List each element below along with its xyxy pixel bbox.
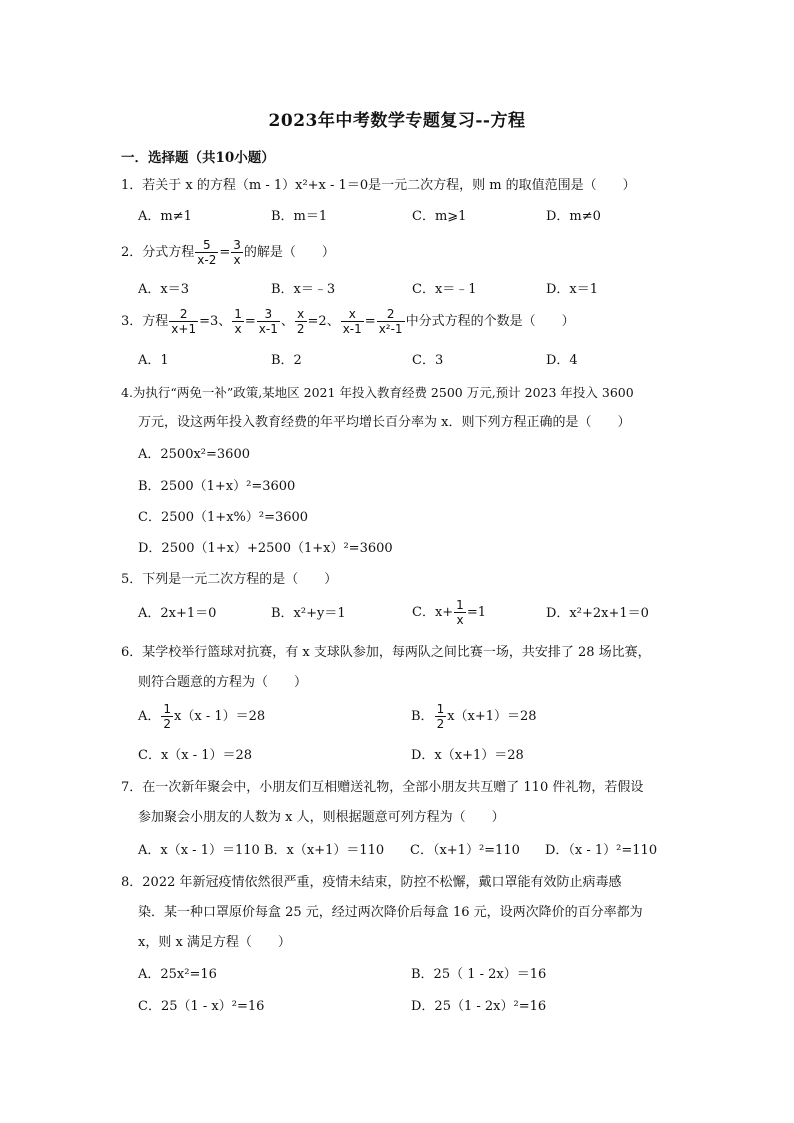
q6-optb-fraction (435, 702, 447, 731)
question-5-stem: 5．下列是一元二次方程的是（ ） (121, 572, 338, 587)
q3-f5-num: x (341, 307, 364, 322)
q1-option-b[interactable]: B．m＝1 (271, 209, 328, 224)
q2-f2-den: x (233, 253, 241, 267)
q3-f4-den: 2 (296, 322, 305, 336)
q5-optc-suffix: =1 (466, 605, 486, 620)
q3-f6-num: 2 (377, 307, 405, 322)
q2-fraction-2 (231, 238, 243, 267)
q3-option-c[interactable]: C．3 (412, 353, 444, 368)
question-2-stem (121, 238, 335, 267)
question-7-line-2: 参加聚会小朋友的人数为 x 人，则根据题意可列方程为（ ） (138, 810, 505, 825)
section-heading: 一．选择题（共10小题） (121, 150, 275, 166)
q6-opta-prefix: A． (138, 709, 161, 724)
q2-option-b[interactable]: B．x＝﹣3 (271, 282, 336, 297)
q4-option-b[interactable]: B．2500（1+x）²=3600 (138, 479, 296, 494)
q8-option-a[interactable]: A．25x²=16 (138, 967, 217, 982)
question-8-line-2: 染．某一种口罩原价每盒 25 元，经过两次降价后每盒 16 元，设两次降价的百分率都为 (138, 905, 643, 920)
q4-option-d[interactable]: D．2500（1+x）+2500（1+x）²=3600 (138, 541, 393, 556)
q5-optc-prefix: C．x+ (412, 605, 454, 620)
q2-option-c[interactable]: C．x＝﹣1 (412, 282, 477, 297)
q2-option-a[interactable]: A．x＝3 (138, 282, 189, 297)
q3-option-d[interactable]: D．4 (546, 353, 578, 368)
q1-option-c[interactable]: C．m⩾1 (412, 209, 467, 224)
q3-fraction-5 (341, 307, 364, 336)
q3-text-4: =2、 (307, 314, 340, 329)
q6-option-d[interactable]: D．x（x+1）＝28 (411, 748, 524, 763)
q8-option-c[interactable]: C．25（1 - x）²=16 (138, 999, 265, 1014)
q3-text-1: =3、 (199, 314, 232, 329)
q3-prefix: 3．方程 (121, 314, 169, 329)
q3-f2-num: 1 (234, 307, 242, 321)
q3-fraction-4 (295, 307, 307, 336)
q6-opta-num: 1 (163, 702, 172, 716)
q6-option-b[interactable] (411, 702, 537, 731)
question-4-line-2: 万元，设这两年投入教育经费的年平均增长百分率为 x．则下列方程正确的是（ ） (138, 415, 631, 430)
q3-f1-den: x+1 (171, 322, 197, 336)
q3-option-b[interactable]: B．2 (271, 353, 302, 368)
q4-option-a[interactable]: A．2500x²=3600 (138, 447, 250, 462)
q1-option-d[interactable]: D．m≠0 (546, 209, 601, 224)
q5-option-a[interactable]: A．2x+1＝0 (138, 606, 217, 621)
q6-optb-prefix: B． (411, 709, 434, 724)
q5-optc-num: 1 (456, 598, 464, 612)
q7-option-a[interactable]: A．x（x - 1）＝110 (138, 843, 260, 858)
q3-fraction-3 (257, 307, 280, 336)
q5-option-b[interactable]: B．x²+y＝1 (271, 606, 346, 621)
q7-option-d[interactable]: D．（x - 1）²=110 (545, 843, 658, 858)
q2-prefix: 2．分式方程 (121, 245, 195, 260)
q5-optc-fraction (454, 598, 466, 627)
q6-optb-den: 2 (436, 717, 445, 731)
q6-option-a[interactable] (138, 702, 265, 731)
q6-optb-num: 1 (436, 702, 445, 716)
q2-equals: = (219, 245, 231, 260)
q3-text-3: 、 (280, 314, 294, 329)
q2-suffix: 的解是（ ） (243, 245, 335, 260)
question-1-stem: 1．若关于 x 的方程（m - 1）x²+x - 1＝0是一元二次方程，则 m 的取值范围是（ ） (121, 178, 636, 193)
q3-fraction-2 (232, 307, 244, 336)
q2-f1-num: 5 (195, 238, 218, 253)
q6-opta-den: 2 (163, 717, 172, 731)
page-title: 2023年中考数学专题复习--方程 (268, 111, 526, 131)
q2-f2-num: 3 (233, 238, 241, 252)
question-6-line-1: 6．某学校举行篮球对抗赛，有 x 支球队参加，每两队之间比赛一场，共安排了 28 场比赛， (121, 645, 651, 660)
q3-f1-num: 2 (169, 307, 198, 322)
q8-option-d[interactable]: D．25（1 - 2x）²=16 (411, 999, 547, 1014)
q7-option-b[interactable]: B．x（x+1）＝110 (264, 843, 385, 858)
q5-option-c[interactable] (412, 598, 486, 627)
question-4-line-1: 4.为执行“两免一补”政策,某地区 2021 年投入教育经费 2500 万元,预计 2023 年投入 3600 (121, 385, 634, 400)
q6-option-c[interactable]: C．x（x - 1）＝28 (138, 748, 253, 763)
q3-f6-den: x²-1 (378, 322, 403, 336)
q3-f3-num: 3 (257, 307, 280, 322)
q5-optc-den: x (456, 613, 464, 627)
q3-text-2: = (244, 314, 256, 329)
q3-f2-den: x (234, 322, 242, 336)
q5-option-d[interactable]: D．x²+2x+1＝0 (546, 606, 649, 621)
q2-fraction-1 (195, 238, 218, 267)
q3-fraction-6 (377, 307, 405, 336)
q8-option-b[interactable]: B．25（ 1 - 2x）＝16 (411, 967, 547, 982)
q6-opta-fraction (161, 702, 173, 731)
question-7-line-1: 7．在一次新年聚会中，小朋友们互相赠送礼物，全部小朋友共互赠了 110 件礼物，若假设 (121, 780, 644, 795)
q2-option-d[interactable]: D．x＝1 (546, 282, 599, 297)
q6-optb-suffix: x（x+1）＝28 (447, 709, 537, 724)
question-6-line-2: 则符合题意的方程为（ ） (138, 675, 308, 690)
question-8-line-1: 8．2022 年新冠疫情依然很严重，疫情未结束，防控不松懈，戴口罩能有效防止病毒感 (121, 875, 622, 890)
q2-f1-den: x-2 (197, 253, 217, 267)
q3-option-a[interactable]: A．1 (138, 353, 169, 368)
q6-opta-suffix: x（x - 1）＝28 (174, 709, 266, 724)
question-3-stem (121, 307, 575, 336)
question-8-line-3: x，则 x 满足方程（ ） (138, 935, 291, 950)
q3-f4-num: x (295, 307, 307, 322)
q4-option-c[interactable]: C．2500（1+x%）²=3600 (138, 510, 309, 525)
q3-f5-den: x-1 (342, 322, 362, 336)
q1-option-a[interactable]: A．m≠1 (138, 209, 192, 224)
q7-option-c[interactable]: C．（x+1）²=110 (410, 843, 520, 858)
q3-text-5: = (364, 314, 376, 329)
q3-fraction-1 (169, 307, 198, 336)
q3-suffix: 中分式方程的个数是（ ） (405, 314, 575, 329)
q3-f3-den: x-1 (258, 322, 278, 336)
